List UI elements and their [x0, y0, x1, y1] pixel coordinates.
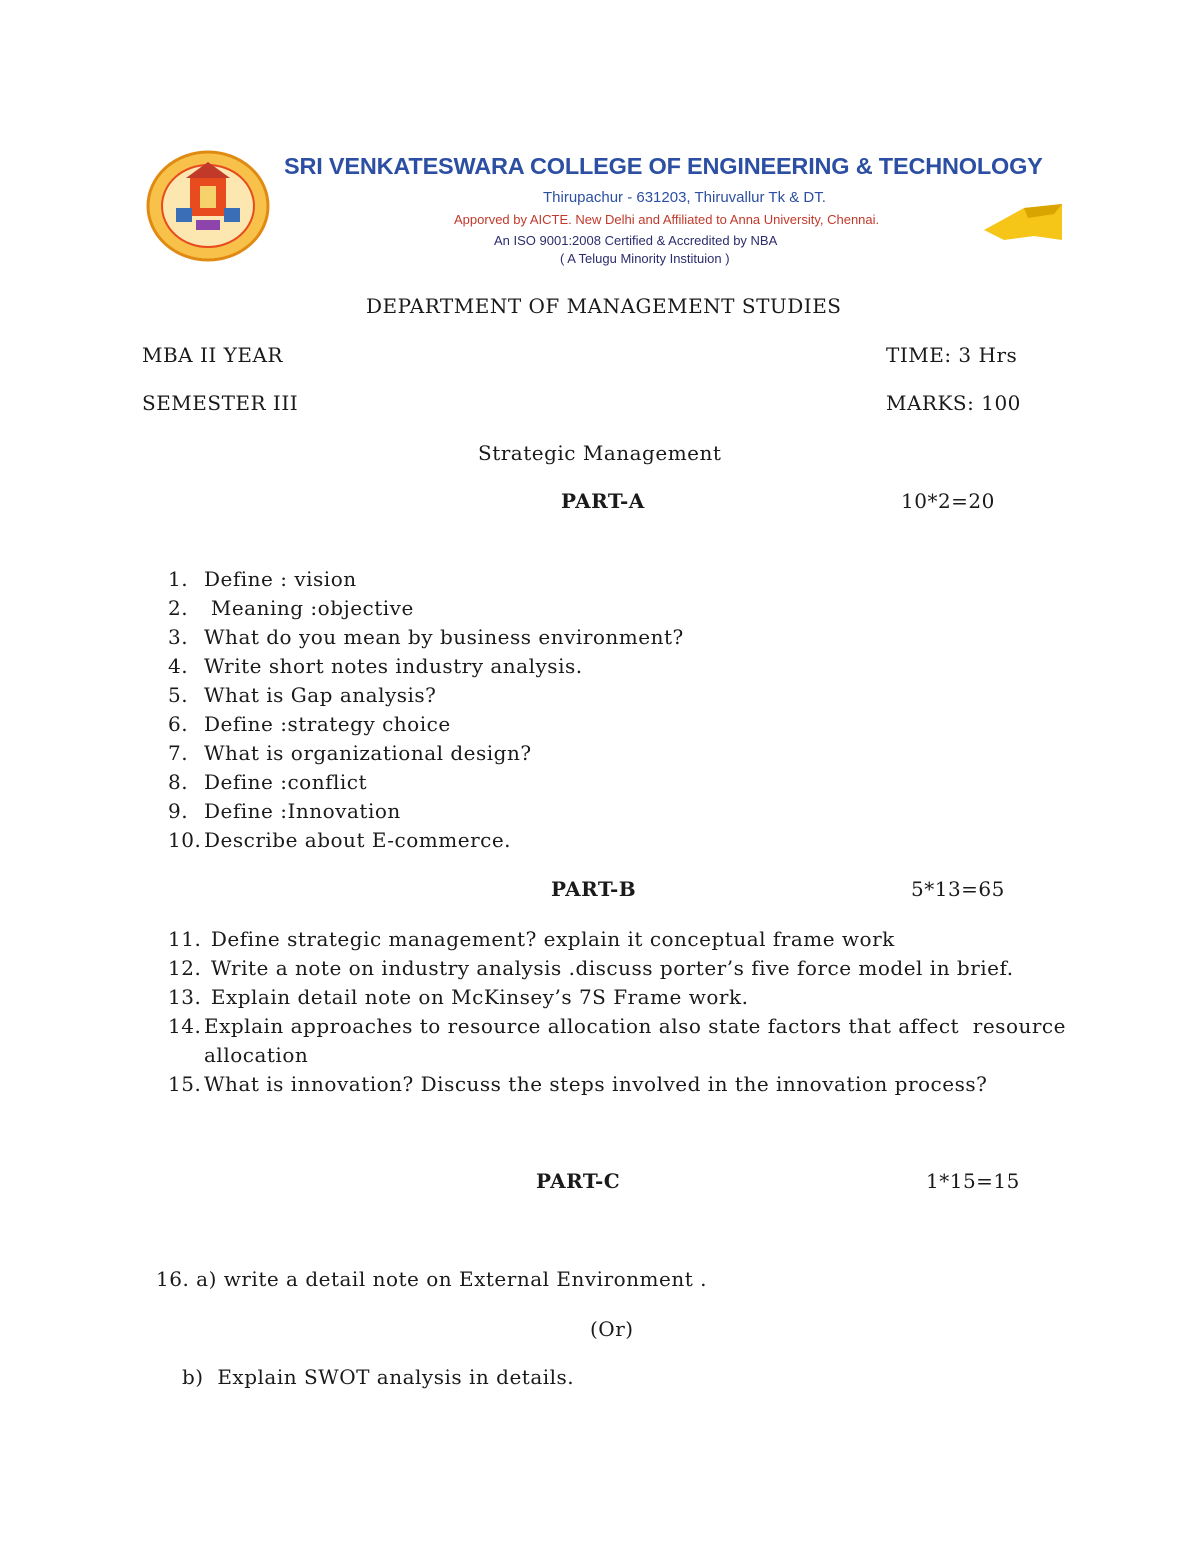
- list-item: 10. Describe about E-commerce.: [168, 828, 512, 852]
- list-item: 8. Define :conflict: [168, 770, 368, 794]
- college-approval: Apporved by AICTE. New Delhi and Affiliated to Anna University, Chennai.: [454, 212, 880, 227]
- exam-semester: SEMESTER III: [142, 391, 299, 415]
- list-item: 12. Write a note on industry analysis .discuss porter’s five force model in brief.: [168, 956, 1014, 980]
- college-logo: [146, 150, 270, 262]
- list-item: 5. What is Gap analysis?: [168, 683, 437, 707]
- part-a-list: [168, 567, 684, 857]
- list-item: 4. Write short notes industry analysis.: [168, 654, 583, 678]
- list-item: 7. What is organizational design?: [168, 741, 532, 765]
- list-item: 14. Explain approaches to resource allocation also state factors that affect resource: [168, 1014, 1066, 1038]
- list-item: 9. Define :Innovation: [168, 799, 401, 823]
- list-item: 6. Define :strategy choice: [168, 712, 451, 736]
- question-16b: b) Explain SWOT analysis in details.: [182, 1365, 575, 1389]
- question-16a: 16. a) write a detail note on External Environment .: [156, 1267, 707, 1291]
- department-title: DEPARTMENT OF MANAGEMENT STUDIES: [366, 294, 842, 318]
- subject-title: Strategic Management: [478, 441, 722, 465]
- part-b-marks: 5*13=65: [911, 877, 1005, 901]
- list-item: 13. Explain detail note on McKinsey’s 7S Frame work.: [168, 985, 749, 1009]
- exam-year: MBA II YEAR: [142, 343, 283, 367]
- part-b-title: PART-B: [551, 877, 637, 901]
- college-accreditation: An ISO 9001:2008 Certified & Accredited by NBA: [494, 233, 778, 248]
- or-separator: (Or): [590, 1317, 634, 1341]
- part-c-marks: 1*15=15: [926, 1169, 1020, 1193]
- list-item-continuation: allocation: [204, 1043, 309, 1067]
- list-item: 11. Define strategic management? explain it conceptual frame work: [168, 927, 895, 951]
- list-item: 2. Meaning :objective: [168, 596, 414, 620]
- part-b-list: [168, 927, 1066, 1101]
- part-c-title: PART-C: [536, 1169, 621, 1193]
- exam-marks: MARKS: 100: [886, 391, 1021, 415]
- part-a-title: PART-A: [561, 489, 645, 513]
- exam-time: TIME: 3 Hrs: [886, 343, 1018, 367]
- list-item: 1. Define : vision: [168, 567, 357, 591]
- part-a-marks: 10*2=20: [901, 489, 995, 513]
- list-item: 15. What is innovation? Discuss the steps involved in the innovation process?: [168, 1072, 988, 1096]
- college-minority-status: ( A Telugu Minority Instituion ): [560, 251, 730, 266]
- college-name: SRI VENKATESWARA COLLEGE OF ENGINEERING & TECHNOLOGY: [284, 153, 1043, 179]
- college-address: Thirupachur - 631203, Thiruvallur Tk & DT.: [543, 189, 826, 206]
- list-item: 3. What do you mean by business environment?: [168, 625, 684, 649]
- ribbon-graphic: [984, 200, 1062, 244]
